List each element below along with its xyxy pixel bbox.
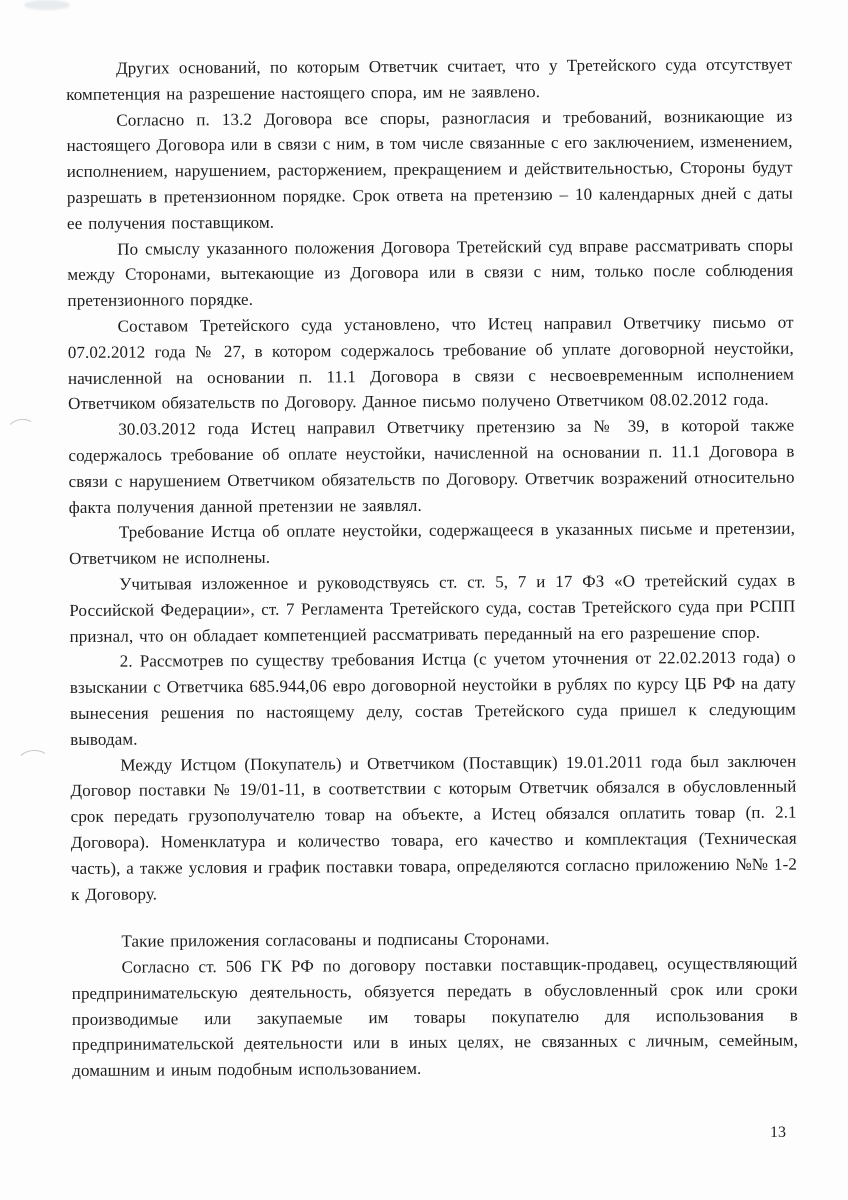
scan-arc-mark-1	[6, 417, 38, 443]
paragraph-2: Согласно п. 13.2 Договора все споры, разногласия и требований, возникающие из настоящего Договора или в связи с ним, в том числе связанные с его заключением, изменением, исполнением, нарушением, расторжением, прекращением и действительностью, Стороны будут разрешать в претензионном порядке. Срок ответа на претензию – 10 календарных дней с даты ее получения поставщиком.	[66, 106, 793, 233]
scan-smudge-mark	[24, 0, 70, 10]
paragraph-8: 2. Рассмотрев по существу требования Истца (с учетом уточнения от 22.02.2013 года) о взыскании с Ответчика 685.944,06 евро договорной неустойки в рублях по курсу ЦБ РФ на дату вынесения решения по настоящему делу, состав Третейского суда пришел к следующим выводам.	[69, 647, 797, 749]
page-number: 13	[770, 1124, 786, 1141]
paragraph-7: Учитывая изложенное и руководствуясь ст. ст. 5, 7 и 17 ФЗ «О третейский судах в Российской Федерации», ст. 7 Регламента Третейского суда, состав Третейского суда при РСПП признал, что он обладает компетенцией рассматривать переданный на его разрешение спор.	[69, 570, 796, 646]
paragraph-10: Такие приложения согласованы и подписаны Сторонами.	[121, 929, 550, 951]
paragraph-11: Согласно ст. 506 ГК РФ по договору поставки поставщик-продавец, осуществляющий предпринимательскую деятельность, обязуется передать в обусловленный срок или сроки производимые или закупаемые им товары покупателю для использования в предпринимательской деятельности или в иных целях, не связанных с личным, семейным, домашним и иным подобным использованием.	[71, 953, 799, 1081]
paragraph-5: 30.03.2012 года Истец направил Ответчику претензию за № 39, в которой также содержалось требование об оплате неустойки, начисленной на основании п. 11.1 Договора в связи с нарушением Ответчиком обязательств по Договору. Ответчик возражений относительно факта получения данной претензии не заявлял.	[68, 415, 795, 517]
paragraph-3: По смыслу указанного положения Договора Третейский суд вправе рассматривать споры между Сторонами, вытекающие из Договора или в связи с ним, только после соблюдения претензионного порядке.	[67, 235, 794, 311]
paragraph-1: Других оснований, по которым Ответчик считает, что у Третейского суда отсутствует компетенция на разрешение настоящего спора, им не заявлено.	[66, 54, 793, 104]
paragraph-4: Составом Третейского суда установлено, что Истец направил Ответчику письмо от 07.02.2012 года № 27, в котором содержалось требование об уплате договорной неустойки, начисленной на основании п. 11.1 Договора в связи с несвоевременным исполнением Ответчиком обязательств по Договору. Данное письмо получено Ответчиком 08.02.2012 года.	[67, 312, 795, 414]
scan-arc-mark-2	[16, 749, 51, 776]
document-text-block	[66, 52, 798, 1084]
paragraph-6: Требование Истца об оплате неустойки, содержащееся в указанных письме и претензии, Ответчиком не исполнены.	[69, 518, 795, 569]
paragraph-9: Между Истцом (Покупатель) и Ответчиком (Поставщик) 19.01.2011 года был заключен Договор поставки № 19/01-11, в соответствии с которым Ответчик обязался в обусловленный срок передать грузополучателю товар на объекте, а Истец обязался оплатить товар (п. 2.1 Договора). Номенклатура и количество товара, его качество и комплектация (Техническая часть), а также условия и график поставки товара, определяются согласно приложению №№ 1-2 к Договору.	[70, 751, 798, 904]
